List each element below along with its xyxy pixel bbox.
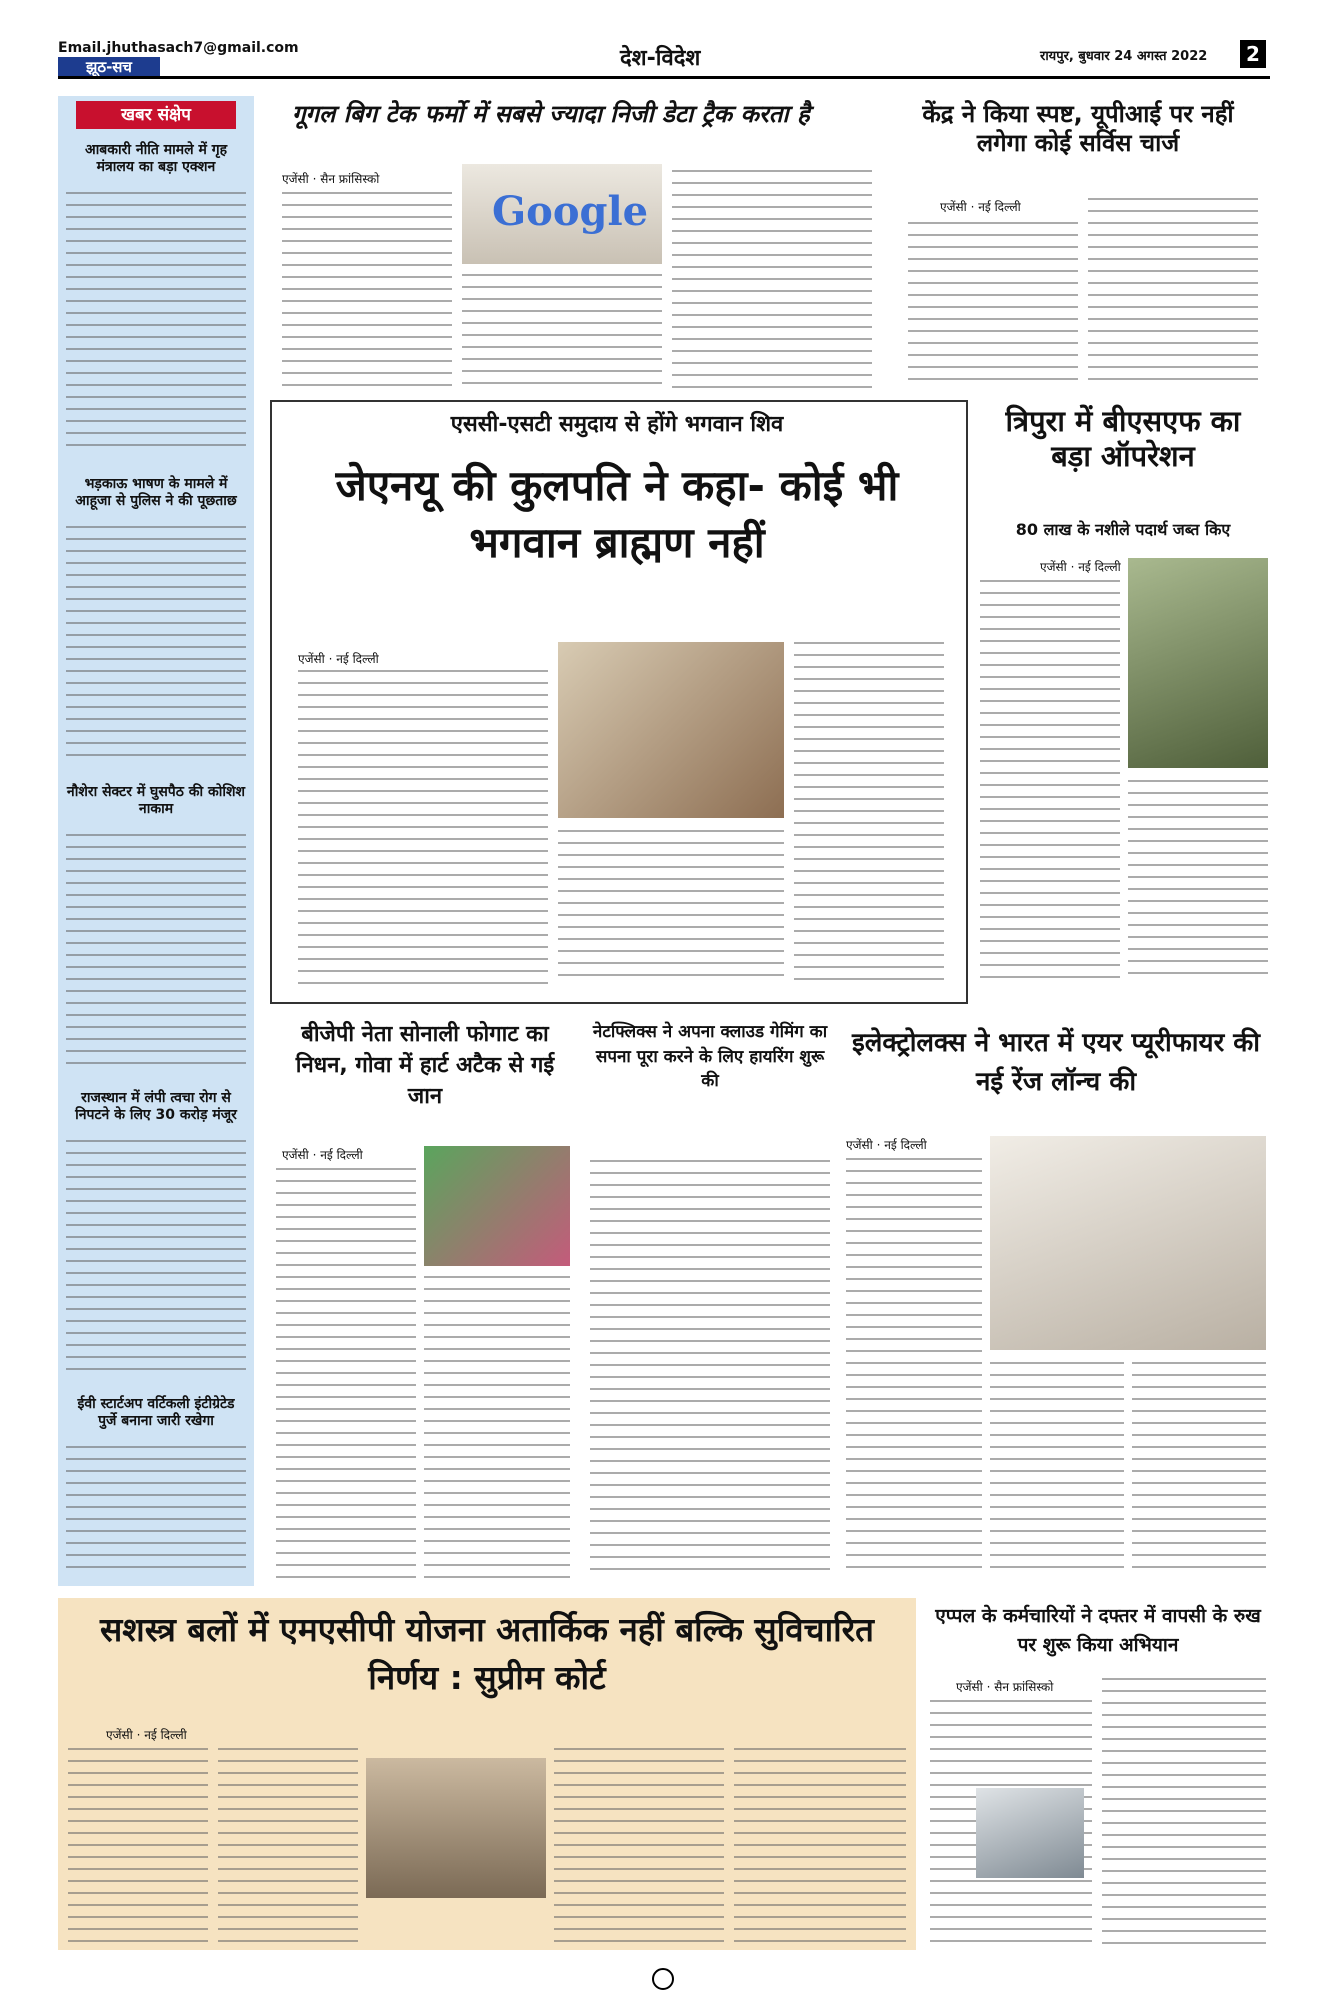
story-body xyxy=(218,1748,358,1944)
google-logo-text: Google xyxy=(492,188,649,235)
story-body xyxy=(734,1748,906,1944)
byline: एजेंसी · नई दिल्ली xyxy=(940,200,1021,214)
brief-heading: भड़काऊ भाषण के मामले में आहूजा से पुलिस ने की पूछताछ xyxy=(75,476,237,509)
air-purifier-photo xyxy=(990,1136,1266,1350)
byline: एजेंसी · नई दिल्ली xyxy=(282,1148,363,1162)
byline: एजेंसी · नई दिल्ली xyxy=(846,1138,927,1152)
story-body xyxy=(282,192,452,388)
bsf-photo xyxy=(1128,558,1268,768)
story-kicker: एससी-एसटी समुदाय से होंगे भगवान शिव xyxy=(450,412,784,437)
story-headline: एप्पल के कर्मचारियों ने दफ्तर में वापसी के रुख पर शुरू किया अभियान xyxy=(935,1605,1261,1656)
registration-mark xyxy=(652,1968,674,1990)
story-body xyxy=(590,1160,830,1578)
story-subhead: 80 लाख के नशीले पदार्थ जब्त किए xyxy=(1015,520,1231,539)
brief-body xyxy=(66,1140,246,1380)
google-photo xyxy=(462,164,662,264)
story-body xyxy=(298,670,548,986)
date-line: रायपुर, बुधवार 24 अगस्त 2022 xyxy=(1040,49,1208,64)
upi-story xyxy=(900,94,1270,394)
story-body xyxy=(672,170,872,388)
story-headline: इलेक्ट्रोलक्स ने भारत में एयर प्यूरीफायर की नई रेंज लॉन्च की xyxy=(852,1028,1260,1097)
brief-heading: राजस्थान में लंपी त्वचा रोग से निपटने के लिए 30 करोड़ मंजूर xyxy=(75,1090,237,1123)
story-headline: बीजेपी नेता सोनाली फोगाट का निधन, गोवा में हार्ट अटैक से गई जान xyxy=(295,1022,555,1109)
brief-body xyxy=(66,834,246,1074)
sonali-photo xyxy=(424,1146,570,1266)
story-body xyxy=(1128,780,1268,984)
brief-body xyxy=(66,192,246,452)
story-headline: जेएनयू की कुलपति ने कहा- कोई भी भगवान ब्राह्मण नहीं xyxy=(335,461,899,567)
story-body xyxy=(1088,198,1258,388)
news-brief-sidebar xyxy=(58,96,254,1586)
story-body xyxy=(462,274,662,388)
brief-heading: ईवी स्टार्टअप वर्टिकली इंटीग्रेटेड पुर्जे बनाना जारी रखेगा xyxy=(77,1396,235,1429)
story-body xyxy=(908,222,1078,388)
story-headline: सशस्त्र बलों में एमएसीपी योजना अतार्किक नहीं बल्कि सुविचारित निर्णय : सुप्रीम कोर्ट xyxy=(100,1610,874,1697)
page-number: 2 xyxy=(1240,40,1266,68)
email-text: Email.jhuthasach7@gmail.com xyxy=(58,40,299,56)
court-photo xyxy=(366,1758,546,1898)
story-body xyxy=(794,642,944,986)
supreme-court-story xyxy=(58,1598,916,1950)
netflix-story xyxy=(586,1010,834,1584)
brief-heading: नौशेरा सेक्टर में घुसपैठ की कोशिश नाकाम xyxy=(66,784,246,817)
sonali-story xyxy=(272,1010,576,1584)
section-title: देश-विदेश xyxy=(620,46,701,71)
story-headline: केंद्र ने किया स्पष्ट, यूपीआई पर नहीं लगेगा कोई सर्विस चार्ज xyxy=(922,100,1234,157)
byline: एजेंसी · नई दिल्ली xyxy=(106,1728,187,1742)
story-body xyxy=(68,1748,208,1944)
story-headline: गूगल बिग टेक फर्मो में सबसे ज्यादा निजी डेटा ट्रैक करता है xyxy=(292,99,810,128)
story-body xyxy=(980,580,1120,984)
byline: एजेंसी · नई दिल्ली xyxy=(1040,560,1121,574)
byline: एजेंसी · सैन फ्रांसिस्को xyxy=(282,172,380,186)
electrolux-story xyxy=(842,1010,1270,1584)
story-body xyxy=(1102,1678,1266,1944)
google-story xyxy=(272,94,890,394)
jnu-story xyxy=(270,400,968,1004)
story-body xyxy=(276,1168,416,1578)
story-body xyxy=(424,1276,570,1578)
masthead xyxy=(0,0,1323,82)
byline: एजेंसी · नई दिल्ली xyxy=(298,652,379,666)
sidebar-title: खबर संक्षेप xyxy=(76,101,236,129)
story-body xyxy=(1132,1362,1266,1578)
byline: एजेंसी · सैन फ्रांसिस्को xyxy=(956,1680,1054,1694)
brand-logo: झूठ-सच xyxy=(58,57,160,77)
story-headline: नेटफ्लिक्स ने अपना क्लाउड गेमिंग का सपना पूरा करने के लिए हायरिंग शुरू की xyxy=(592,1022,828,1092)
apple-photo xyxy=(976,1788,1084,1878)
story-headline: त्रिपुरा में बीएसएफ का बड़ा ऑपरेशन xyxy=(1005,404,1241,473)
story-body xyxy=(990,1362,1124,1578)
brief-heading: आबकारी नीति मामले में गृह मंत्रालय का बड़ा एक्शन xyxy=(84,142,228,175)
masthead-rule xyxy=(58,76,1270,79)
story-body xyxy=(554,1748,724,1944)
story-body xyxy=(558,830,784,986)
apple-story xyxy=(926,1598,1270,1950)
jnu-vc-photo xyxy=(558,642,784,818)
brief-body xyxy=(66,1446,246,1576)
brief-body xyxy=(66,526,246,766)
tripura-story xyxy=(976,400,1270,1000)
story-body xyxy=(846,1158,982,1578)
